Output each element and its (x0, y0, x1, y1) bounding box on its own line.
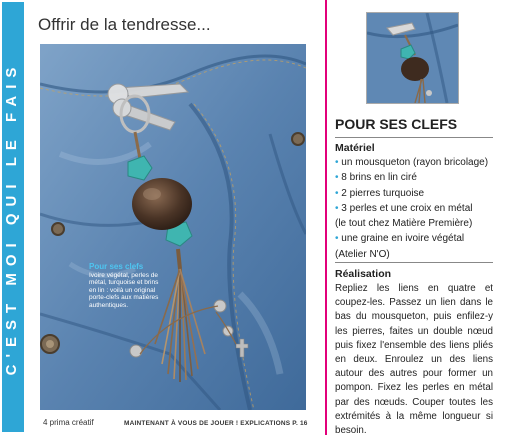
keychain-photo (40, 44, 306, 410)
realisation-heading: Réalisation (335, 268, 392, 280)
side-strip-text: C'EST MOI QUI LE FAIS (3, 60, 20, 376)
list-item: (Atelier N'O) (335, 248, 390, 260)
materiel-heading: Matériel (335, 142, 375, 154)
list-item: • 8 brins en lin ciré (335, 172, 417, 184)
denim-jacket-illustration (40, 44, 306, 410)
side-strip (2, 2, 24, 432)
list-item: • 2 pierres turquoise (335, 187, 425, 199)
section-title: POUR SES CLEFS (335, 116, 458, 132)
title-rule (335, 137, 493, 138)
column-divider (325, 0, 327, 435)
caption-body: Ivoire végétal, perles de métal, turquoise et brins en lin : voilà un original porte-clefs aux matières authentiques. (89, 271, 159, 309)
footer-note: MAINTENANT À VOUS DE JOUER ! EXPLICATIONS P. 16 (124, 420, 308, 427)
list-item: • un mousqueton (rayon bricolage) (335, 157, 489, 168)
list-item: (le tout chez Matière Première) (335, 218, 473, 230)
realisation-text: Repliez les liens en quatre et coupez-les. Passez un lien dans le bas du mousqueton, puis enfilez-y les pierres, faites un double nœud puis fixez l'ensemble des liens pliés en deux. Enroulez un des liens autour des autres pour former un pompon. Fixez les perles en métal par des nœuds. Couper toutes les extrémités à la même longueur si besoin. (335, 283, 493, 437)
page-number: 4 prima créatif (43, 418, 94, 427)
caption-title: Pour ses clefs (89, 262, 144, 271)
page-title: Offrir de la tendresse... (38, 15, 211, 34)
section-rule (335, 262, 493, 263)
thumbnail-illustration (367, 13, 458, 103)
list-item: • une graine en ivoire végétal (335, 233, 465, 245)
materiel-list (335, 155, 500, 262)
photo-caption (89, 263, 161, 309)
keychain-thumbnail (366, 12, 459, 104)
list-item: • 3 perles et une croix en métal (335, 202, 473, 214)
